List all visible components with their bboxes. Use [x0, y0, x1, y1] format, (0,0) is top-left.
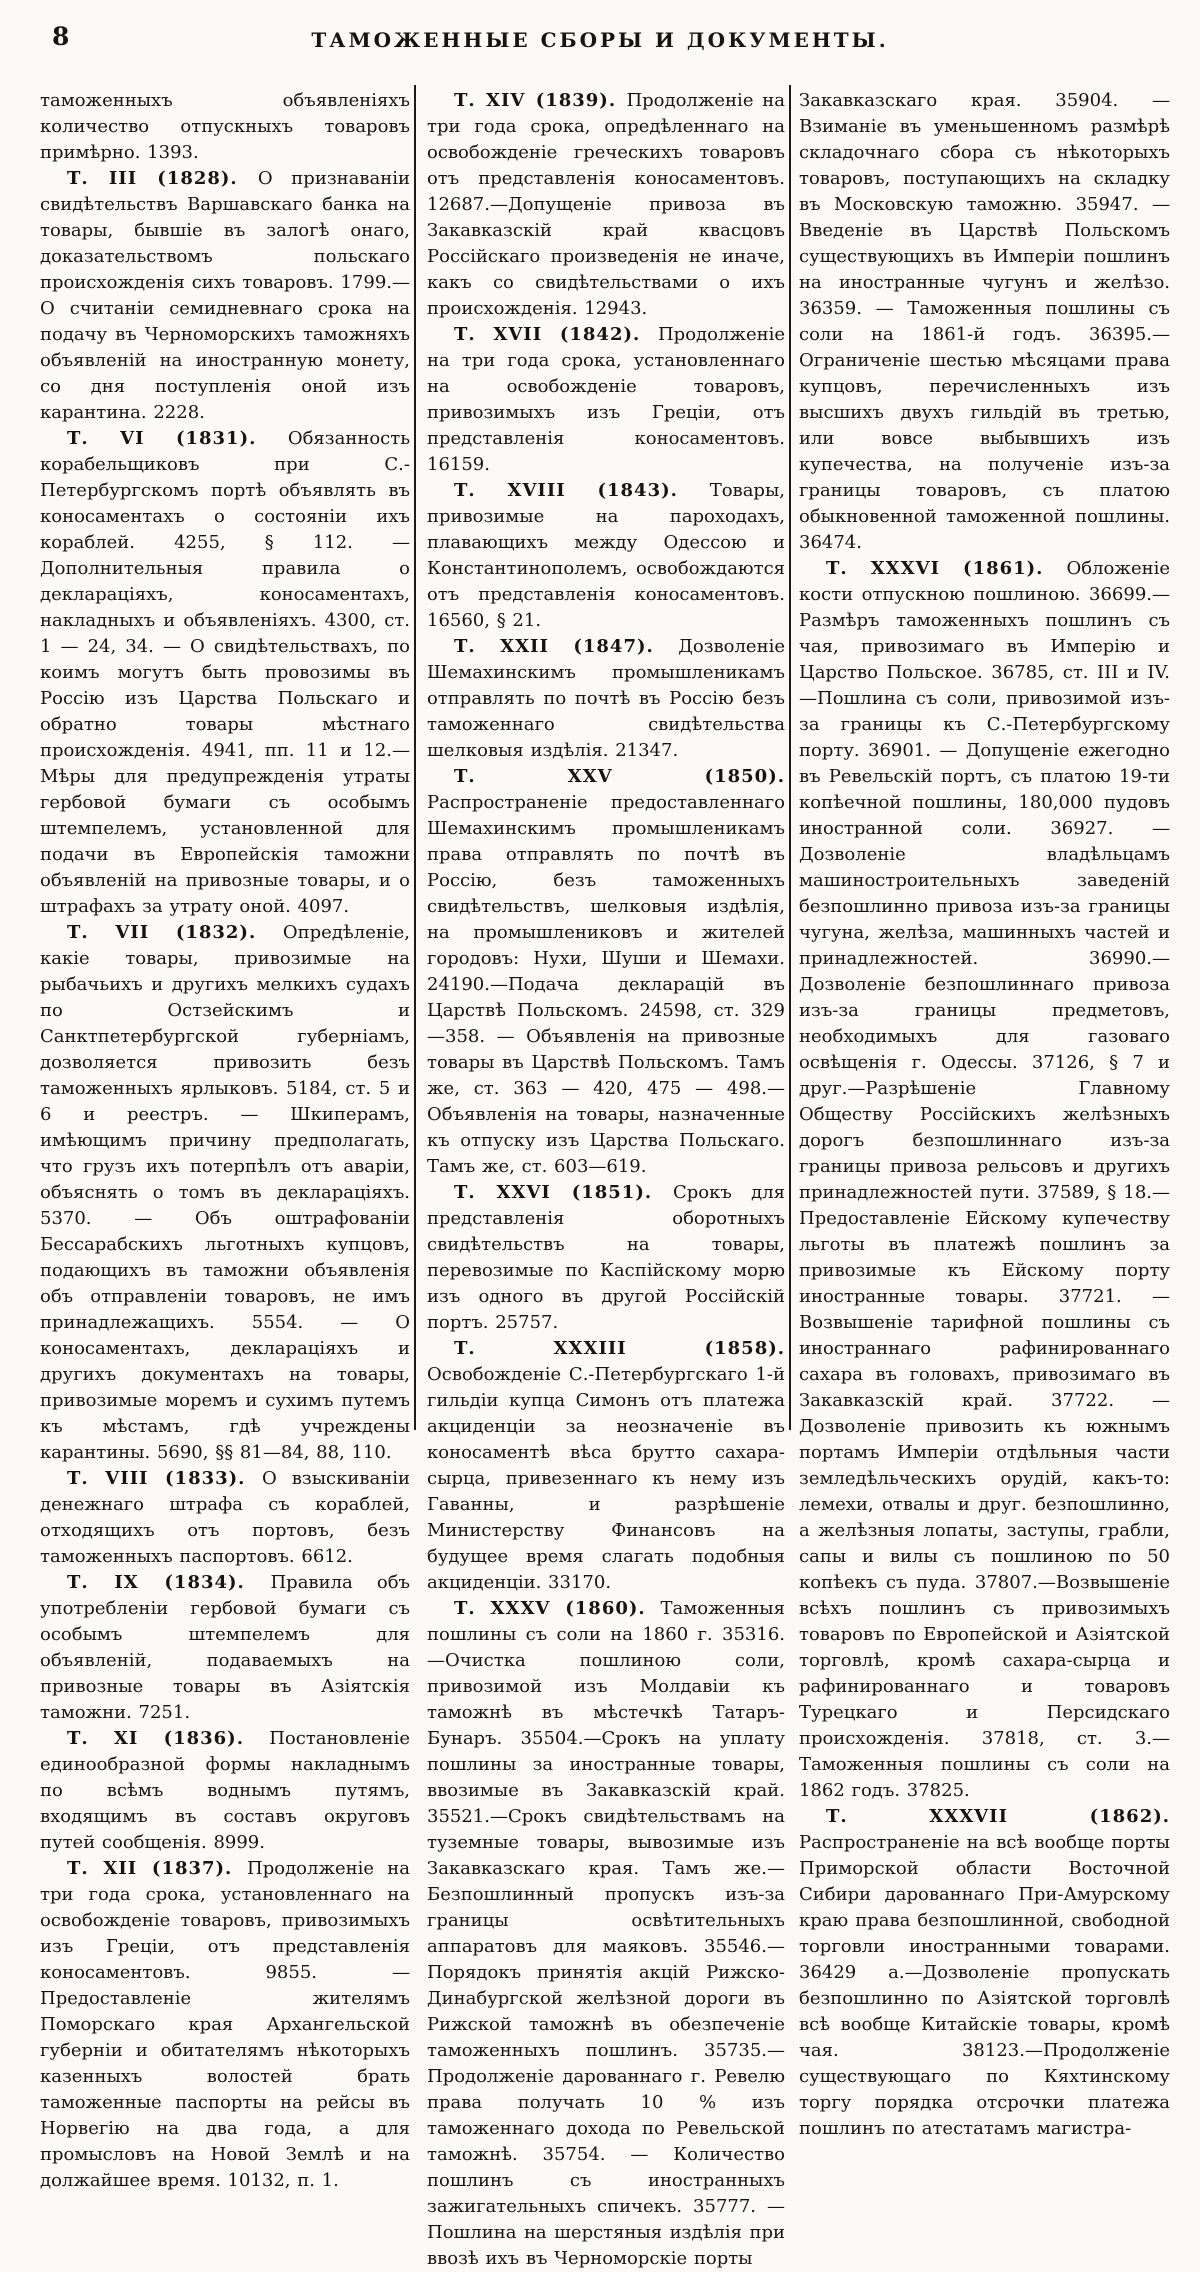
entry-heading: Т. XXV (1850).	[454, 766, 785, 787]
index-entry: Т. XVII (1842). Продолженіе на три года срока, установленнаго на освобожденіе товаровъ, привозимыхъ изъ Греціи, отъ представленія коносаментовъ. 16159.	[427, 324, 785, 475]
entry-heading: Т. XI (1836).	[67, 1728, 270, 1749]
entry-heading: Т. VIII (1833).	[67, 1468, 262, 1489]
index-entry: Т. XXV (1850). Распространеніе предоставленнаго Шемахинскимъ промышленикамъ права отправлять по почтѣ въ Россію, безъ таможенныхъ свидѣтельствъ, шелковыя издѣлія, на промышлениковъ и жителей городовъ: Нухи, Шуши и Шемахи. 24190.—Подача декларацій въ Царствѣ Польскомъ. 24598, ст. 329—358. — Объявленія на привозные товары въ Царствѣ Польскомъ. Тамъ же, ст. 363 — 420, 475 — 498.—Объявленія на товары, назначенные къ отпуску изъ Царства Польскаго. Тамъ же, ст. 603—619.	[427, 766, 785, 1177]
index-entry: Т. VII (1832). Опредѣленіе, какіе товары, привозимые на рыбачьихъ и другихъ мелкихъ судахъ по Остзейскимъ и Санктпетербургской губерніамъ, дозволяется привозить безъ таможенныхъ ярлыковъ. 5184, ст. 5 и 6 и реестръ. — Шкиперамъ, имѣющимъ причину предполагать, что грузъ ихъ потерпѣлъ отъ аваріи, объяснять о томъ въ деклараціяхъ. 5370. — Объ оштрафованіи Бессарабскихъ льготныхъ купцовъ, подающихъ въ таможни объявленія объ отправленіи товаровъ, не имъ принадлежащихъ. 5554. — О коносаментахъ, деклараціяхъ и другихъ документахъ на товары, привозимые моремъ и сухимъ путемъ къ мѣстамъ, гдѣ учреждены карантины. 5690, §§ 81—84, 88, 110.	[40, 922, 410, 1463]
entry-heading: Т. XXXV (1860).	[454, 1598, 661, 1619]
entry-heading: Т. VI (1831).	[67, 428, 288, 449]
entry-heading: Т. XIV (1839).	[454, 90, 627, 111]
index-entry: таможенныхъ объявленіяхъ количество отпускныхъ товаровъ примѣрно. 1393.	[40, 90, 410, 163]
index-entry: Т. VI (1831). Обязанность корабельщиковъ при С.-Петербургскомъ портѣ объявлять въ коносаментахъ о состояніи ихъ кораблей. 4255, § 112. — Дополнительныя правила о деклараціяхъ, коносаментахъ, накладныхъ и объявленіяхъ. 4300, ст. 1 — 24, 34. — О свидѣтельствахъ, по коимъ могутъ быть провозимы въ Россію изъ Царства Польскаго и обратно товары мѣстнаго происхожденія. 4941, пп. 11 и 12.—Мѣры для предупрежденія утраты гербовой бумаги съ особымъ штемпелемъ, установленной для подачи въ Европейскія таможни объявленій на привозные товары, и о штрафахъ за утрату оной. 4097.	[40, 428, 410, 917]
entry-heading: Т. XVII (1842).	[454, 324, 658, 345]
entry-heading: Т. XXXVI (1861).	[826, 558, 1067, 579]
index-entry: Т. XVIII (1843). Товары, привозимые на пароходахъ, плавающихъ между Одессою и Константинополемъ, освобождаются отъ представленія коносаментовъ. 16560, § 21.	[427, 480, 785, 631]
entry-heading: Т. VII (1832).	[67, 922, 283, 943]
column-divider	[789, 85, 791, 1430]
index-entry: Т. XXXV (1860). Таможенныя пошлины съ соли на 1860 г. 35316.—Очистка пошлиною соли, привозимой изъ Молдавіи къ таможнѣ въ мѣстечкѣ Татаръ-Бунаръ. 35504.—Срокъ на уплату пошлины за иностранные товары, ввозимые въ Закавказскій край. 35521.—Срокъ свидѣтельствамъ на туземные товары, вывозимые изъ Закавказскаго края. Тамъ же.—Безпошлинный пропускъ изъ-за границы освѣтительныхъ аппаратовъ для маяковъ. 35546.—Порядокъ принятія акцій Рижско-Динабургской желѣзной дороги въ Рижской таможнѣ въ обезпеченіе таможенныхъ пошлинъ. 35735.—Продолженіе дарованнаго г. Ревелю права получать 10 % изъ таможеннаго дохода по Ревельской таможнѣ. 35754. — Количество пошлинъ съ иностранныхъ зажигательныхъ спичекъ. 35777. — Пошлина на шерстяныя издѣлія при ввозѣ ихъ въ Черноморскіе порты	[427, 1598, 785, 2269]
index-entry: Т. XI (1836). Постановленіе единообразной формы накладнымъ по всѣмъ воднымъ путямъ, входящимъ въ составъ округовъ путей сообщенія. 8999.	[40, 1728, 410, 1853]
text-column-left	[40, 88, 410, 2194]
entry-heading: Т. XXXIII (1858).	[454, 1338, 785, 1359]
entry-heading: Т. IX (1834).	[67, 1572, 271, 1593]
index-entry: Т. IX (1834). Правила объ употребленіи гербовой бумаги съ особымъ штемпелемъ для объявленій, подаваемыхъ на привозные товары въ Азіятскія таможни. 7251.	[40, 1572, 410, 1723]
entry-heading: Т. XXVI (1851).	[454, 1182, 673, 1203]
page-number: 8	[52, 22, 70, 51]
column-divider	[414, 85, 416, 1430]
index-entry: Закавказскаго края. 35904. — Взиманіе въ уменьшенномъ размѣрѣ складочнаго сбора съ нѣкоторыхъ товаровъ, поступающихъ на складку въ Московскую таможню. 35947. — Введеніе въ Царствѣ Польскомъ существующихъ въ Имперіи пошлинъ на иностранные чугунъ и желѣзо. 36359. — Таможенныя пошлины съ соли на 1861-й годъ. 36395.—Ограниченіе шестью мѣсяцами права купцовъ, перечисленныхъ изъ высшихъ двухъ гильдій въ третью, или вовсе выбывшихъ изъ купечества, на полученіе изъ-за границы товаровъ, съ платою обыкновенной таможенной пошлины. 36474.	[799, 90, 1170, 553]
index-entry: Т. III (1828). О признаваніи свидѣтельствъ Варшавскаго банка на товары, бывшіе въ залогѣ онаго, доказательствомъ польскаго происхожденія сихъ товаровъ. 1799.—О считаніи семидневнаго срока на подачу въ Черноморскихъ таможняхъ объявленій на иностранную монету, со дня поступленія оной изъ карантина. 2228.	[40, 168, 410, 423]
text-column-right	[799, 88, 1170, 2142]
index-entry: Т. XXVI (1851). Срокъ для представленія оборотныхъ свидѣтельствъ на товары, перевозимые по Каспійскому морю изъ одного въ другой Россійскій портъ. 25757.	[427, 1182, 785, 1333]
entry-heading: Т. XXXVII (1862).	[826, 1806, 1170, 1827]
entry-heading: Т. III (1828).	[67, 168, 258, 189]
text-column-middle	[427, 88, 785, 2272]
entry-heading: Т. XXII (1847).	[454, 636, 679, 657]
index-entry: Т. XXXIII (1858). Освобожденіе С.-Петербургскаго 1-й гильдіи купца Симонъ отъ платежа акциденціи за неозначеніе въ коносаментѣ вѣса брутто сахара-сырца, привезеннаго къ нему изъ Гаванны, и разрѣшеніе Министерству Финансовъ на будущее время слагать подобныя акциденціи. 33170.	[427, 1338, 785, 1593]
entry-heading: Т. XVIII (1843).	[454, 480, 710, 501]
index-entry: Т. VIII (1833). О взыскиваніи денежнаго штрафа съ кораблей, отходящихъ отъ портовъ, безъ таможенныхъ паспортовъ. 6612.	[40, 1468, 411, 1567]
index-entry: Т. XII (1837). Продолженіе на три года срока, установленнаго на освобожденіе товаровъ, привозимыхъ изъ Греціи, отъ представленія коносаментовъ. 9855. — Предоставленіе жителямъ Поморскаго края Архангельской губерніи и обитателямъ нѣкоторыхъ казенныхъ волостей брать таможенные паспорты на рейсы въ Норвегію на два года, а для промысловъ на Новой Землѣ и на должайшее время. 10132, п. 1.	[40, 1858, 410, 2191]
index-entry: Т. XXXVII (1862). Распространеніе на всѣ вообще порты Приморской области Восточной Сибири дарованнаго При-Амурскому краю права безпошлинной, свободной торговли иностранными товарами. 36429 а.—Дозволеніе пропускать безпошлинно по Азіятской торговлѣ всѣ вообще Китайскіе товары, кромѣ чая. 38123.—Продолженіе существующаго по Кяхтинскому торгу порядка отсрочки платежа пошлинъ по атестатамъ магистра-	[799, 1806, 1170, 2139]
index-entry: Т. XXXVI (1861). Обложеніе кости отпускною пошлиною. 36699.—Размѣръ таможенныхъ пошлинъ съ чая, привозимаго въ Имперію и Царство Польское. 36785, ст. III и IV.—Пошлина съ соли, привозимой изъ-за границы къ С.-Петербургскому порту. 36901. — Допущеніе ежегодно въ Ревельскій портъ, съ платою 19-ти копѣечной пошлины, 180,000 пудовъ иностранной соли. 36927. — Дозволеніе владѣльцамъ машиностроительныхъ заведеній безпошлинно привоза изъ-за границы чугуна, желѣза, машинныхъ частей и принадлежностей. 36990.—Дозволеніе безпошлиннаго привоза изъ-за границы предметовъ, необходимыхъ для газоваго освѣщенія г. Одессы. 37126, § 7 и друг.—Разрѣшеніе Главному Обществу Россійскихъ желѣзныхъ дорогъ безпошлиннаго изъ-за границы привоза рельсовъ и другихъ принадлежностей пути. 37589, § 18.—Предоставленіе Ейскому купечеству льготы въ платежѣ пошлинъ за привозимые къ Ейскому порту иностранные товары. 37721. — Возвышеніе тарифной пошлины съ иностраннаго рафинированнаго сахара въ головахъ, привозимаго въ Закавказскій край. 37722. — Дозволеніе привозить къ южнымъ портамъ Имперіи отдѣльныя части земледѣльческихъ орудій, какъ-то: лемехи, отвалы и друг. безпошлинно, а желѣзныя лопаты, заступы, грабли, сапы и вилы съ пошлиною по 50 копѣекъ съ пуда. 37807.—Возвышеніе всѣхъ пошлинъ съ привозимыхъ товаровъ по Европейской и Азіятской торговлѣ, кромѣ сахара-сырца и рафинированнаго и товаровъ Турецкаго и Персидскаго происхожденія. 37818, ст. 3.—Таможенныя пошлины съ соли на 1862 годъ. 37825.	[799, 558, 1170, 1801]
page-title: ТАМОЖЕННЫЕ СБОРЫ И ДОКУМЕНТЫ.	[311, 28, 889, 52]
index-entry: Т. XXII (1847). Дозволеніе Шемахинскимъ промышленикамъ отправлять по почтѣ въ Россію безъ таможеннаго свидѣтельства шелковыя издѣлія. 21347.	[427, 636, 785, 761]
entry-heading: Т. XII (1837).	[67, 1858, 248, 1879]
index-entry: Т. XIV (1839). Продолженіе на три года срока, опредѣленнаго на освобожденіе греческихъ товаровъ отъ представленія коносаментовъ. 12687.—Допущеніе привоза въ Закавказскій край квасцовъ Россійскаго произведенія не иначе, какъ со свидѣтельствами о ихъ происхожденія. 12943.	[427, 90, 785, 319]
